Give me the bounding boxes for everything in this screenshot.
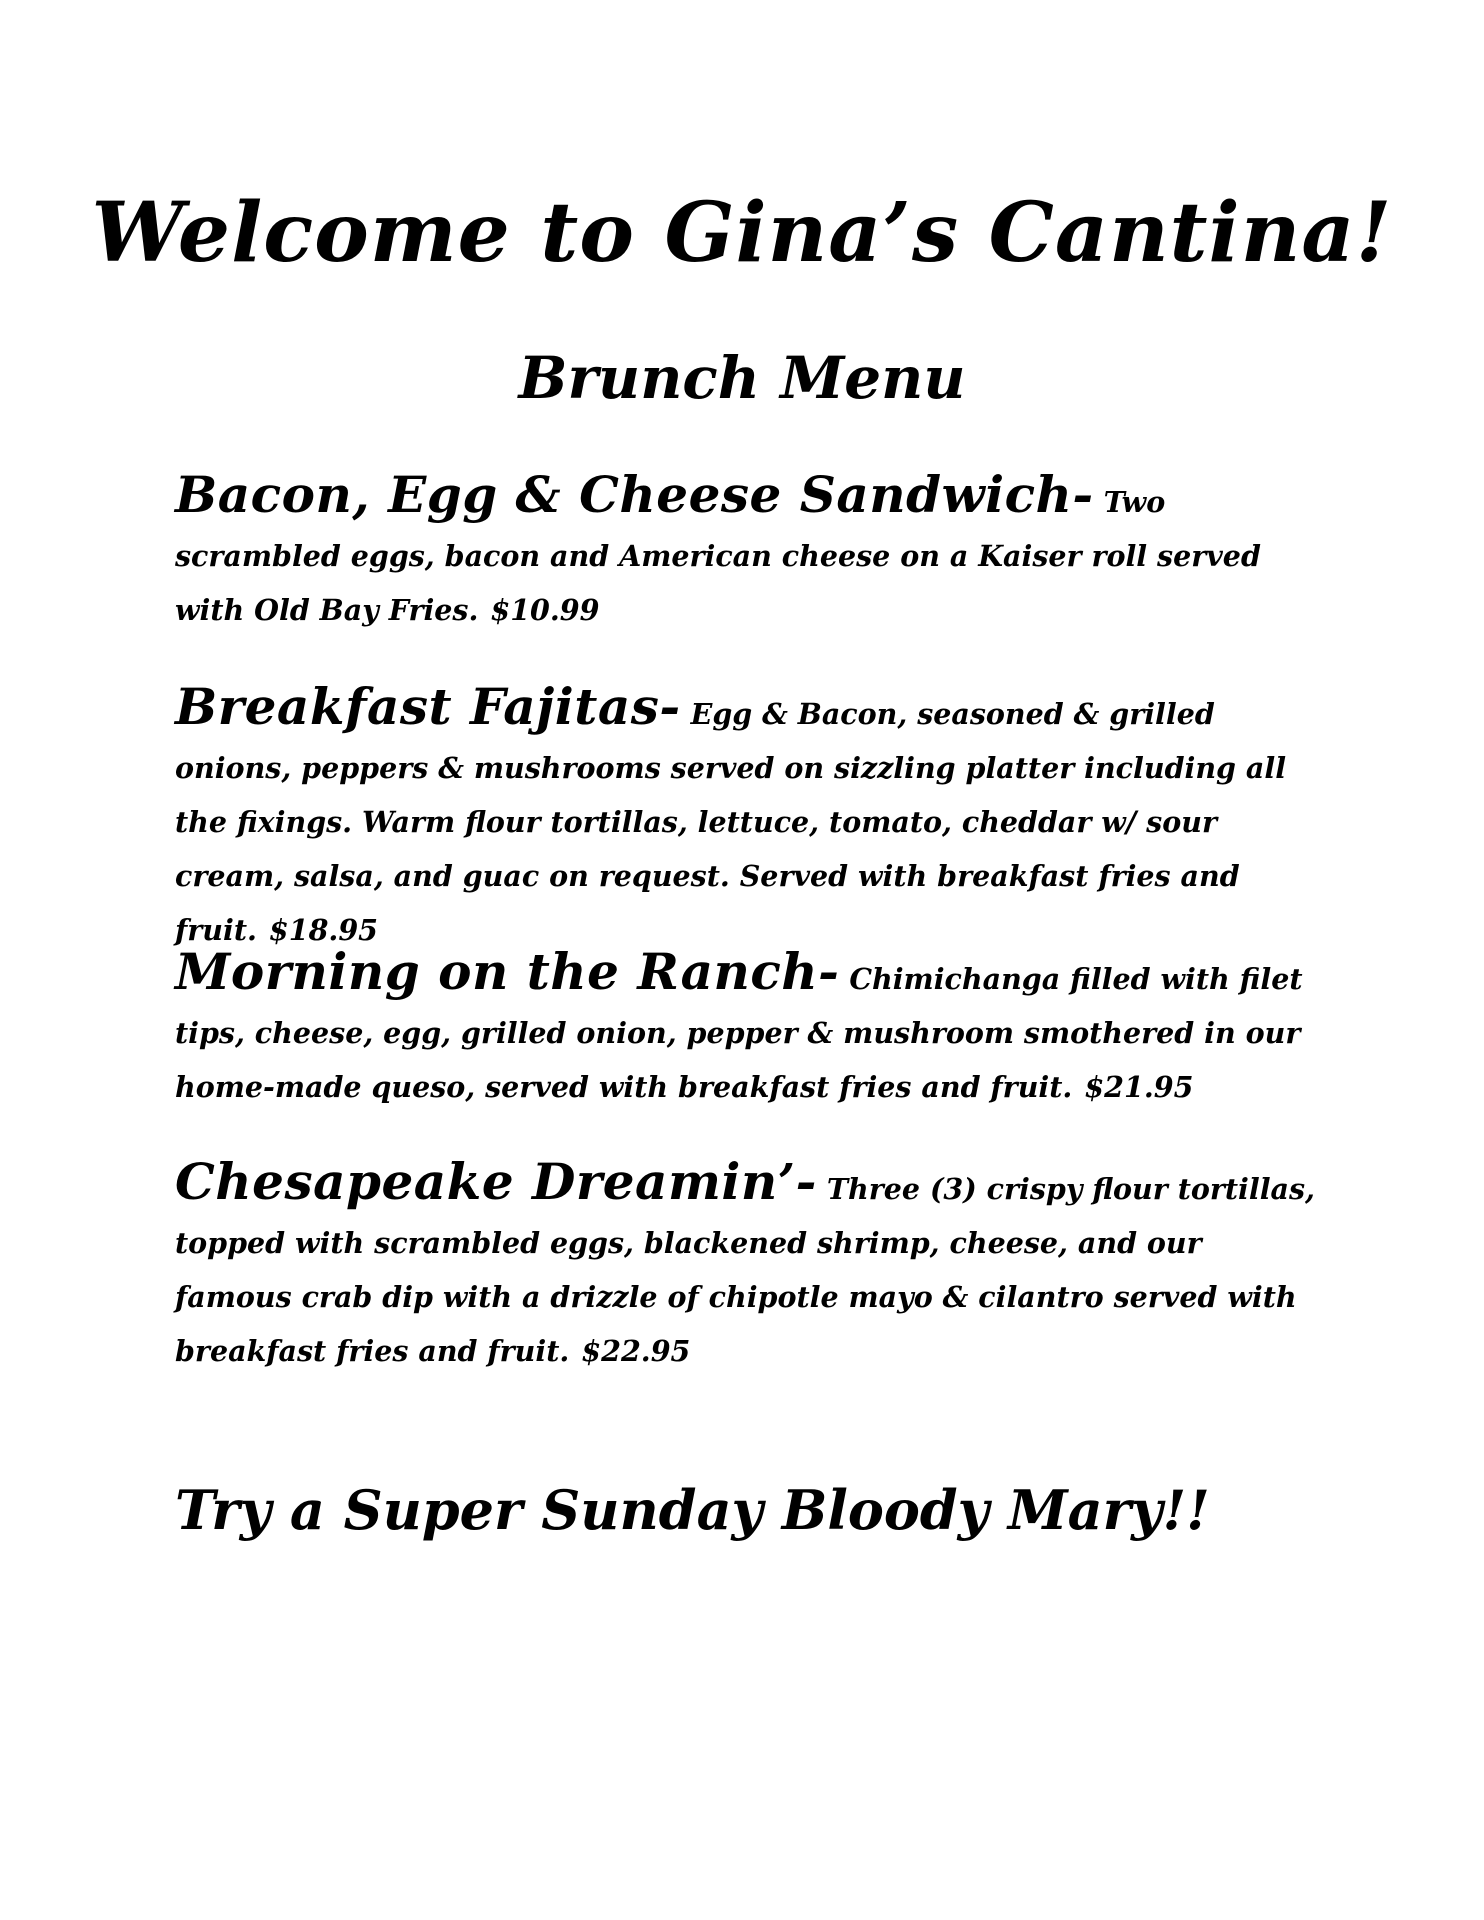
menu-item-description: Chimichanga filled with filet tips, cheese, egg, grilled onion, pepper & mushroom smothered in our home-made queso, served with breakfast fries and fruit. [175, 962, 1303, 1104]
menu-item-morning-on-the-ranch [175, 942, 1320, 1114]
menu-item-price: $18.95 [268, 913, 378, 947]
menu-item-name: Breakfast Fajitas- [175, 677, 681, 736]
menu-item-bacon-egg-cheese [175, 465, 1320, 637]
page-title: Welcome to Gina’s Cantina! [91, 185, 1393, 281]
menu-item-price: $22.95 [581, 1334, 691, 1368]
menu-item-name: Bacon, Egg & Cheese Sandwich- [175, 465, 1094, 524]
menu-item-name: Morning on the Ranch- [175, 942, 840, 1001]
menu-item-description: Two scrambled eggs, bacon and American cheese on a Kaiser roll served with Old Bay Fries. [175, 485, 1261, 627]
menu-item-price: $21.95 [1084, 1070, 1194, 1104]
menu-item-description: Egg & Bacon, seasoned & grilled onions, peppers & mushrooms served on sizzling platter including all the fixings. Warm flour tortillas, lettuce, tomato, cheddar w/ sour cream, salsa, and guac on request. Served with breakfast fries and fruit. [175, 697, 1287, 947]
menu-item-description: Three (3) crispy flour tortillas, topped with scrambled eggs, blackened shrimp, cheese, and our famous crab dip with a drizzle of chipotle mayo & cilantro served with breakfast fries and fruit. [175, 1172, 1315, 1368]
menu-item-breakfast-fajitas [175, 677, 1320, 957]
menu-item-price: $10.99 [490, 593, 600, 627]
menu-item-name: Chesapeake Dreamin’- [175, 1152, 817, 1211]
menu-subtitle: Brunch Menu [518, 344, 966, 412]
menu-item-chesapeake-dreamin [175, 1152, 1320, 1378]
promo-text: Try a Super Sunday Bloody Mary!! [175, 1478, 1210, 1542]
